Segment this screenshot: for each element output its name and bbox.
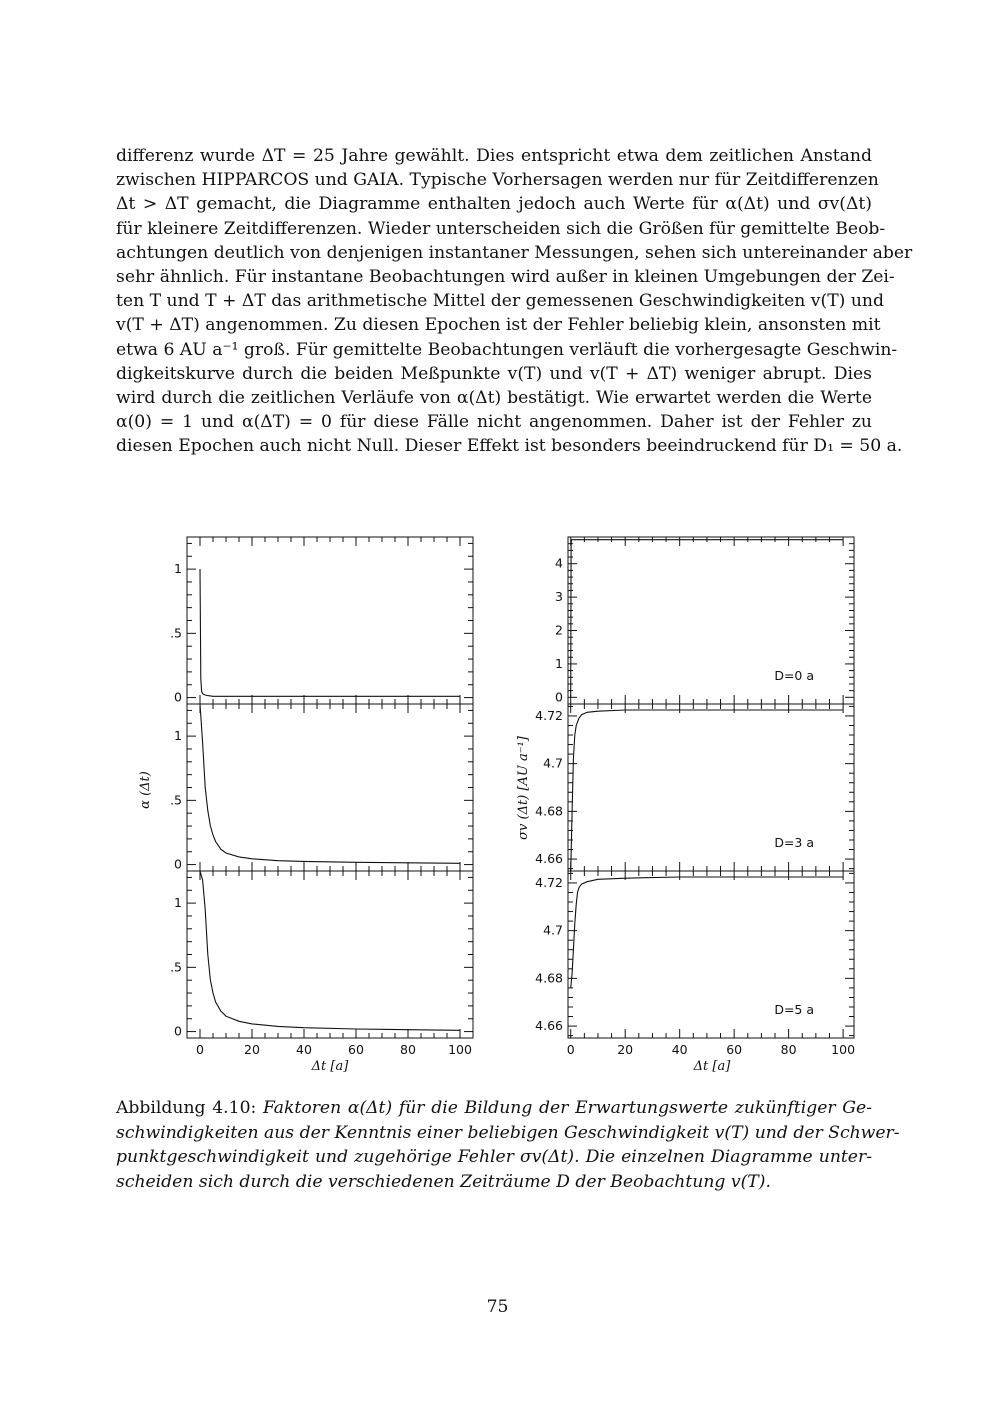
y-tick-label: 4.7 [543,922,563,938]
y-tick-label: .5 [170,625,182,641]
y-tick-label: 1 [555,655,563,671]
panel-label: D=5 a [774,1002,814,1017]
panel-label: D=0 a [774,668,814,683]
x-tick-label: 40 [671,1042,688,1057]
y-tick-label: 3 [555,589,563,605]
y-tick-label: 0 [174,856,182,872]
figure-caption [116,1096,900,1194]
y-tick-label: 4 [555,555,563,571]
y-tick-label: 4.72 [535,707,563,723]
left-y-axis-label: α (Δt) [138,771,153,809]
panel-frame [187,871,473,1038]
panel-frame [187,537,473,704]
y-tick-label: .5 [170,959,182,975]
y-tick-label: 1 [174,561,182,577]
series-line [200,704,460,863]
x-tick-label: 80 [400,1042,416,1057]
y-tick-label: 0 [174,1023,182,1039]
right-x-axis-label: Δt [a] [693,1059,731,1074]
caption-line [116,1096,872,1121]
y-tick-label: 4.66 [535,1018,563,1034]
paragraph-line: achtungen deutlich von denjenigen instantaner Messungen, sehen sich untereinander aber [116,242,913,263]
right-y-axis-label: σv (Δt) [AU a⁻¹] [516,736,531,840]
caption-line: schwindigkeiten aus der Kenntnis einer beliebigen Geschwindigkeit v(T) und der Schwer- [116,1122,900,1143]
x-tick-label: 60 [726,1042,743,1057]
x-tick-label: 80 [780,1042,797,1057]
y-tick-label: .5 [170,792,182,808]
y-tick-label: 4.7 [543,755,563,771]
x-tick-label: 60 [348,1042,364,1057]
paragraph-line: sehr ähnlich. Für instantane Beobachtungen wird außer in kleinen Umgebungen der Zei- [116,267,895,288]
y-tick-label: 4.72 [535,874,563,890]
panel-left-middle [170,704,473,872]
paragraph-line: wird durch die zeitlichen Verläufe von α(Δt) bestätigt. Wie erwartet werden die Werte [116,388,872,409]
y-tick-label: 4.66 [535,851,563,867]
paragraph-line: ten T und T + ΔT das arithmetische Mittel der gemessenen Geschwindigkeiten v(T) und [116,291,884,312]
panel-right-top [555,537,854,704]
page-number: 75 [486,1297,509,1317]
paragraph-line: zwischen HIPPARCOS und GAIA. Typische Vorhersagen werden nur für Zeitdifferenzen [116,170,879,191]
paragraph-line: für kleinere Zeitdifferenzen. Wieder unterscheiden sich die Größen für gemittelte Beob- [116,218,886,239]
x-tick-label: 40 [296,1042,312,1057]
y-tick-label: 2 [555,622,563,638]
y-tick-label: 1 [174,728,182,744]
paragraph-line: v(T + ΔT) angenommen. Zu diesen Epochen ist der Fehler beliebig klein, ansonsten mit [116,315,881,336]
paragraph-line: α(0) = 1 und α(ΔT) = 0 für diese Fälle nicht angenommen. Daher ist der Fehler zu [116,412,872,433]
caption-text: Faktoren α(Δt) für die Bildung der Erwartungswerte zukünftiger Ge- [263,1098,873,1118]
panel-right-middle [535,704,854,871]
paragraph-line: differenz wurde ΔT = 25 Jahre gewählt. Dies entspricht etwa dem zeitlichen Anstand [116,146,872,166]
left-x-axis-label: Δt [a] [311,1059,349,1074]
caption-line: scheiden sich durch die verschiedenen Zeiträume D der Beobachtung v(T). [116,1171,771,1192]
series-line [571,877,843,988]
x-tick-label: 20 [244,1042,260,1057]
caption-label: Abbildung 4.10: [116,1098,257,1118]
caption-line: punktgeschwindigkeit und zugehörige Fehler σv(Δt). Die einzelnen Diagramme unter- [116,1147,872,1167]
x-tick-label: 100 [831,1042,856,1057]
y-tick-label: 4.68 [535,803,563,819]
panel-left-top [170,537,473,705]
series-line [200,871,460,1030]
panel-frame [187,704,473,871]
series-line [200,569,460,696]
panel-right-bottom [535,871,855,1057]
x-tick-label: 100 [448,1042,472,1057]
y-tick-label: 4.68 [535,970,563,986]
x-tick-label: 0 [566,1042,575,1057]
x-tick-label: 20 [617,1042,634,1057]
panel-label: D=3 a [774,835,814,850]
y-tick-label: 0 [174,689,182,705]
paragraph-line: Δt > ΔT gemacht, die Diagramme enthalten jedoch auch Werte für α(Δt) und σv(Δt) [116,194,872,215]
paragraph-line: digkeitskurve durch die beiden Meßpunkte v(T) und v(T + ΔT) weniger abrupt. Dies [116,363,872,384]
y-tick-label: 1 [174,895,182,911]
panel-left-bottom [170,871,473,1057]
x-tick-label: 0 [196,1042,204,1057]
paragraph-line: diesen Epochen auch nicht Null. Dieser Effekt ist besonders beeindruckend für D₁ = 50 a. [116,436,903,457]
paragraph-line: etwa 6 AU a⁻¹ groß. Für gemittelte Beobachtungen verläuft die vorhergesagte Geschwin- [116,339,898,360]
y-tick-label: 0 [555,689,563,705]
